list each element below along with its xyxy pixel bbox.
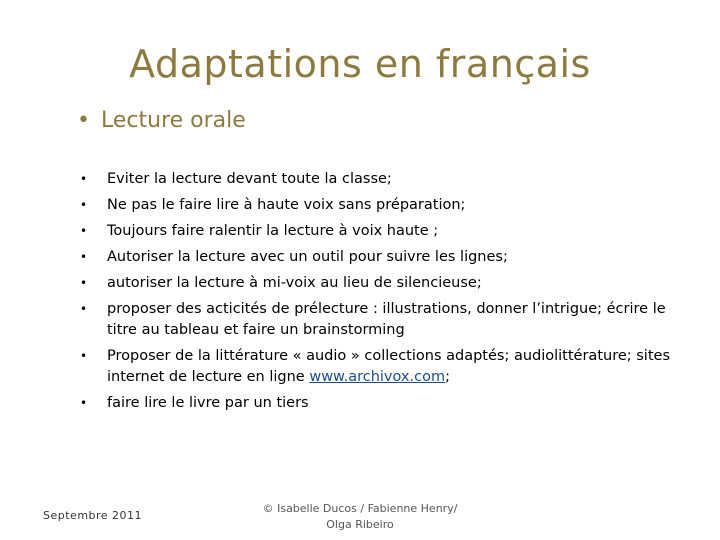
bullet-icon: • bbox=[80, 396, 88, 410]
bullet-icon: • bbox=[80, 224, 88, 238]
bullet-icon: • bbox=[80, 276, 88, 290]
list-item bbox=[80, 169, 680, 190]
bullet-icon: • bbox=[80, 250, 88, 264]
list-item bbox=[80, 247, 680, 268]
bullet-icon: • bbox=[80, 302, 88, 316]
list-item bbox=[80, 221, 680, 242]
list-item bbox=[80, 273, 680, 294]
list-item bbox=[80, 346, 680, 388]
section-heading bbox=[77, 108, 246, 133]
list-item bbox=[80, 393, 680, 414]
bullet-icon: • bbox=[80, 172, 88, 186]
list-item-text: Ne pas le faire lire à haute voix sans préparation; bbox=[107, 197, 466, 213]
list-item-text: autoriser la lecture à mi-voix au lieu de silencieuse; bbox=[107, 275, 482, 291]
bullet-icon: • bbox=[80, 349, 88, 363]
bullet-list bbox=[80, 169, 680, 419]
list-item bbox=[80, 299, 680, 341]
bullet-icon: • bbox=[80, 198, 88, 212]
list-item-text: proposer des acticités de prélecture : illustrations, donner l’intrigue; écrire le titre au tableau et faire un brainstorming bbox=[107, 301, 666, 338]
footer-copyright bbox=[250, 501, 470, 533]
copyright-line-1: © Isabelle Ducos / Fabienne Henry/ bbox=[262, 502, 458, 515]
bullet-icon: • bbox=[77, 108, 90, 133]
slide-title: Adaptations en français bbox=[129, 42, 591, 86]
section-label: Lecture orale bbox=[101, 108, 246, 133]
list-item-text: faire lire le livre par un tiers bbox=[107, 395, 309, 411]
list-item-text: Autoriser la lecture avec un outil pour suivre les lignes; bbox=[107, 249, 508, 265]
copyright-line-2: Olga Ribeiro bbox=[326, 518, 394, 531]
list-item bbox=[80, 195, 680, 216]
list-item-text: Toujours faire ralentir la lecture à voix haute ; bbox=[107, 223, 439, 239]
list-item-text: Proposer de la littérature « audio » collections adaptés; audiolittérature; sites internet de lecture en ligne bbox=[107, 348, 670, 385]
list-item-text-end: ; bbox=[445, 369, 450, 385]
archivox-link[interactable]: www.archivox.com bbox=[309, 369, 446, 385]
list-item-text: Eviter la lecture devant toute la classe; bbox=[107, 171, 392, 187]
footer-date: Septembre 2011 bbox=[43, 509, 143, 522]
